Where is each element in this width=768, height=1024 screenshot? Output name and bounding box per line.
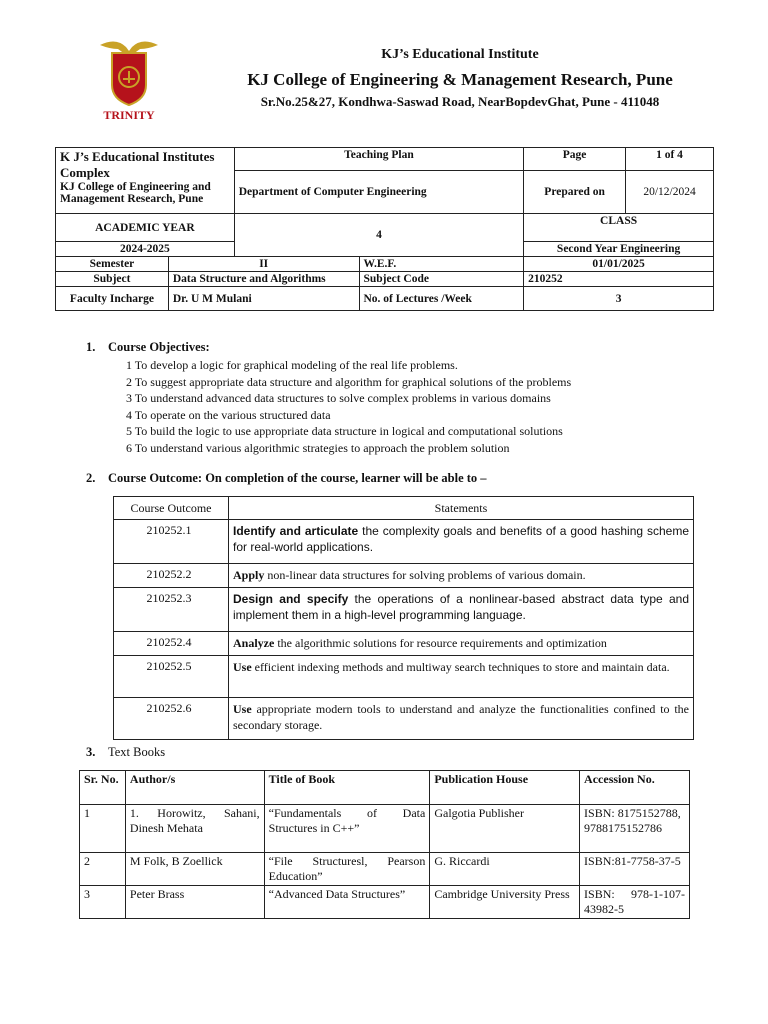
table-row xyxy=(80,853,690,886)
teaching-plan-title: Teaching Plan xyxy=(234,148,523,171)
course-outcome-table xyxy=(113,496,694,740)
cell: 3 xyxy=(80,886,126,919)
col-authors: Author/s xyxy=(125,771,264,805)
col-course-outcome: Course Outcome xyxy=(114,497,229,520)
outcome-code: 210252.1 xyxy=(114,520,229,564)
table-row xyxy=(114,632,694,656)
objectives-heading: 1. Course Objectives: xyxy=(86,340,210,354)
semester-label: Semester xyxy=(56,257,169,272)
outcome-statement: Apply non-linear data structures for solving problems of various domain. xyxy=(229,564,694,588)
institute-name: KJ’s Educational Institute xyxy=(381,47,539,62)
col-statements: Statements xyxy=(229,497,694,520)
textbooks-heading: 3. Text Books xyxy=(86,745,166,759)
col-accession-no: Accession No. xyxy=(580,771,690,805)
outcome-statement: Design and specify the operations of a nonlinear-based abstract data type and implement them in a high-level programming language. xyxy=(229,588,694,632)
department-name: Department of Computer Engineering xyxy=(234,171,523,214)
objective-item: 3 To understand advanced data structures to solve complex problems in various domains xyxy=(126,391,551,405)
cell: 1. Horowitz, Sahani, Dinesh Mehata xyxy=(125,805,264,853)
wef-label: W.E.F. xyxy=(359,257,524,272)
outcome-statement: Analyze the algorithmic solutions for resource requirements and optimization xyxy=(229,632,694,656)
semester-value: II xyxy=(168,257,359,272)
page-value: 1 of 4 xyxy=(626,148,714,171)
cell: Cambridge University Press xyxy=(430,886,580,919)
cell: G. Riccardi xyxy=(430,853,580,886)
subject-value: Data Structure and Algorithms xyxy=(168,272,359,287)
outcome-statement: Identify and articulate the complexity goals and benefits of a good hashing scheme for real-world applications. xyxy=(229,520,694,564)
college-name: KJ College of Engineering & Management Research, Pune xyxy=(247,70,673,89)
cell: ISBN: 978-1-107-43982-5 xyxy=(580,886,690,919)
objective-item: 6 To understand various algorithmic strategies to approach the problem solution xyxy=(126,440,510,455)
table-row xyxy=(114,520,694,564)
col-title: Title of Book xyxy=(264,771,430,805)
outcome-statement: Use appropriate modern tools to understand and analyze the functionalities confined to the secondary storage. xyxy=(229,698,694,740)
college-address: Sr.No.25&27, Kondhwa-Saswad Road, NearBopdevGhat, Pune - 411048 xyxy=(260,94,660,109)
wef-value: 01/01/2025 xyxy=(524,257,714,272)
outcome-code: 210252.3 xyxy=(114,588,229,632)
outcome-code: 210252.2 xyxy=(114,564,229,588)
cell: “Advanced Data Structures” xyxy=(264,886,430,919)
lectures-label: No. of Lectures /Week xyxy=(359,287,524,311)
textbooks-table xyxy=(79,770,690,919)
subject-code-value: 210252 xyxy=(524,272,714,287)
cell: Peter Brass xyxy=(125,886,264,919)
class-label: CLASS xyxy=(524,214,714,242)
page-label: Page xyxy=(524,148,626,171)
teaching-plan-meta-table xyxy=(55,147,714,311)
outcome-code: 210252.5 xyxy=(114,656,229,698)
table-row xyxy=(114,588,694,632)
col-sr-no: Sr. No. xyxy=(80,771,126,805)
table-row xyxy=(114,564,694,588)
objective-item: 4 To operate on the various structured data xyxy=(126,407,331,422)
cell: “File Structuresl, Pearson Education” xyxy=(264,853,430,886)
complex-name: K J’s Educational Institutes Complex xyxy=(60,149,215,180)
cell: “Fundamentals of Data Structures in C++” xyxy=(264,805,430,853)
objectives-list xyxy=(126,357,571,456)
table-row xyxy=(114,656,694,698)
academic-year-value: 2024-2025 xyxy=(56,242,235,257)
complex-cell xyxy=(56,148,235,214)
class-value: Second Year Engineering xyxy=(524,242,714,257)
outcome-statement: Use efficient indexing methods and multiway search techniques to store and maintain data. xyxy=(229,656,694,698)
lectures-value: 3 xyxy=(524,287,714,311)
academic-year-label: ACADEMIC YEAR xyxy=(56,214,235,242)
objective-item: 2 To suggest appropriate data structure and algorithm for graphical solutions of the problems xyxy=(126,374,572,389)
col-publication-house: Publication House xyxy=(430,771,580,805)
cell: ISBN: 8175152788, 9788175152786 xyxy=(580,805,690,853)
subject-code-label: Subject Code xyxy=(359,272,524,287)
prepared-label: Prepared on xyxy=(524,171,626,214)
college-short-name: KJ College of Engineering and Management Research, Pune xyxy=(60,181,211,205)
prepared-date: 20/12/2024 xyxy=(626,171,714,214)
logo-text: TRINITY xyxy=(103,108,155,121)
table-row xyxy=(80,805,690,853)
faculty-label: Faculty Incharge xyxy=(56,287,169,311)
year-number: 4 xyxy=(234,214,523,257)
faculty-value: Dr. U M Mulani xyxy=(168,287,359,311)
outcome-code: 210252.6 xyxy=(114,698,229,740)
outcomes-heading: 2. Course Outcome: On completion of the course, learner will be able to – xyxy=(86,471,487,485)
objective-item: 5 To build the logic to use appropriate data structure in logical and computational solutions xyxy=(126,424,563,438)
objective-item: 1 To develop a logic for graphical modeling of the real life problems. xyxy=(126,358,458,372)
table-row xyxy=(80,886,690,919)
cell: 2 xyxy=(80,853,126,886)
cell: Galgotia Publisher xyxy=(430,805,580,853)
cell: ISBN:81-7758-37-5 xyxy=(580,853,690,886)
subject-label: Subject xyxy=(56,272,169,287)
cell: 1 xyxy=(80,805,126,853)
cell: M Folk, B Zoellick xyxy=(125,853,264,886)
outcome-code: 210252.4 xyxy=(114,632,229,656)
table-row xyxy=(114,698,694,740)
college-logo xyxy=(96,37,162,121)
